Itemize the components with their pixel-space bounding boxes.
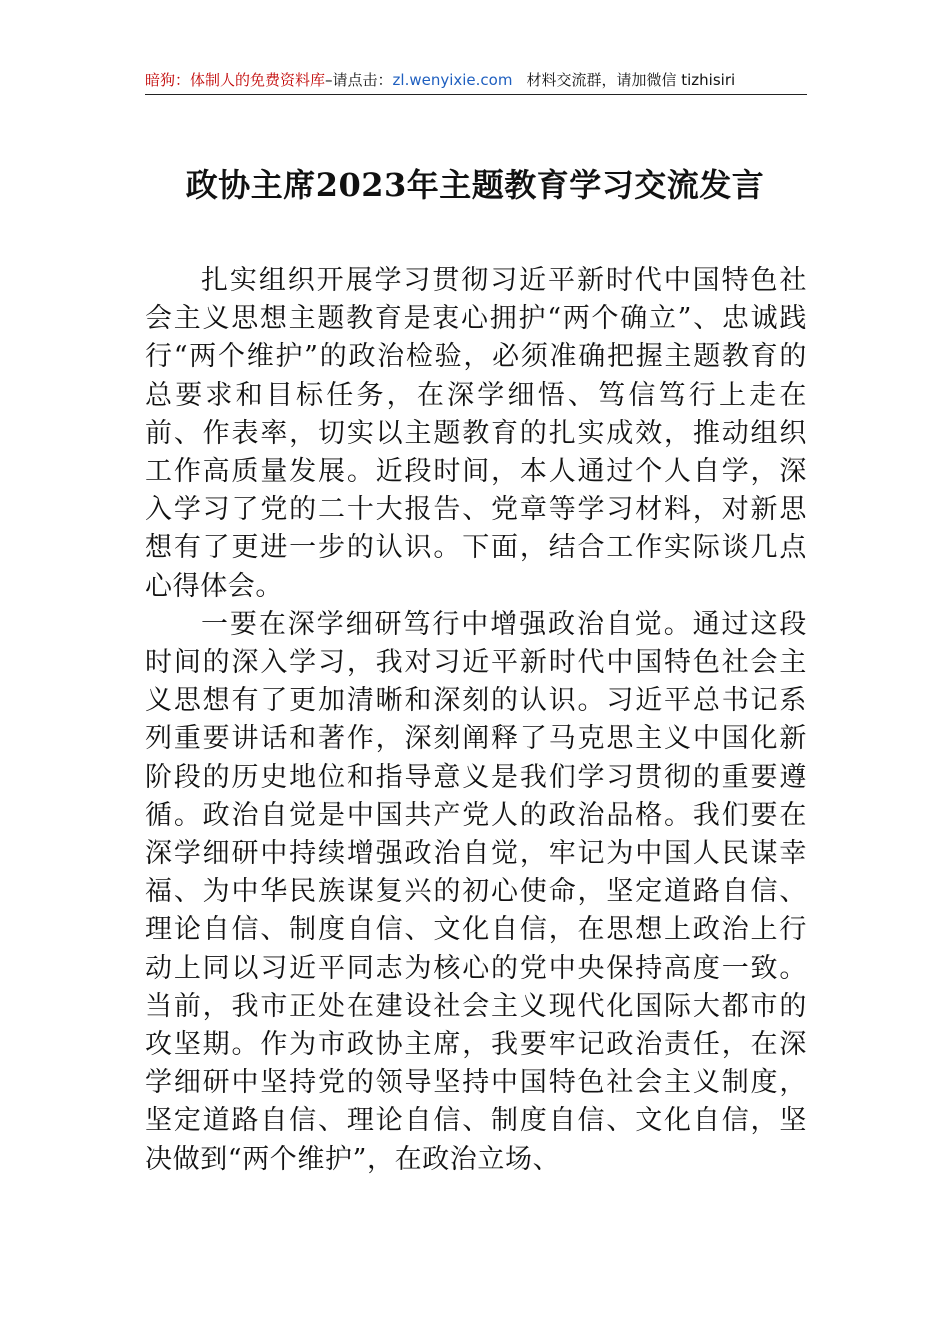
document-body (145, 262, 807, 1179)
header-url-link[interactable]: zl.wenyixie.com (392, 71, 513, 89)
header-site-label: 暗狗：体制人的免费资料库 (145, 71, 326, 89)
page-header (145, 66, 807, 94)
header-divider (145, 94, 807, 95)
header-wechat-note: 材料交流群，请加微信 tizhisiri (526, 71, 736, 89)
paragraph-point-one: 一要在深学细研笃行中增强政治自觉。通过这段时间的深入学习，我对习近平新时代中国特色社会主义思想有了更加清晰和深刻的认识。习近平总书记系列重要讲话和著作，深刻阐释了马克思主义中国化新阶段的历史地位和指导意义是我们学习贯彻的重要遵循。政治自觉是中国共产党人的政治品格。我们要在深学细研中持续增强政治自觉，牢记为中国人民谋幸福、为中华民族谋复兴的初心使命，坚定道路自信、理论自信、制度自信、文化自信，在思想上政治上行动上同以习近平同志为核心的党中央保持高度一致。当前，我市正处在建设社会主义现代化国际大都市的攻坚期。作为市政协主席，我要牢记政治责任，在深学细研中坚持党的领导坚持中国特色社会主义制度，坚定道路自信、理论自信、制度自信、文化自信，坚决做到“两个维护”，在政治立场、 (145, 608, 807, 1175)
header-click-prompt: –请点击： (325, 71, 393, 89)
document-title: 政协主席2023年主题教育学习交流发言 (185, 166, 765, 204)
paragraph-intro: 扎实组织开展学习贯彻习近平新时代中国特色社会主义思想主题教育是衷心拥护“两个确立”、忠诚践行“两个维护”的政治检验，必须准确把握主题教育的总要求和目标任务，在深学细悟、笃信笃行上走在前、作表率，切实以主题教育的扎实成效，推动组织工作高质量发展。近段时间，本人通过个人自学，深入学习了党的二十大报告、党章等学习材料，对新思想有了更进一步的认识。下面，结合工作实际谈几点心得体会。 (145, 265, 807, 602)
